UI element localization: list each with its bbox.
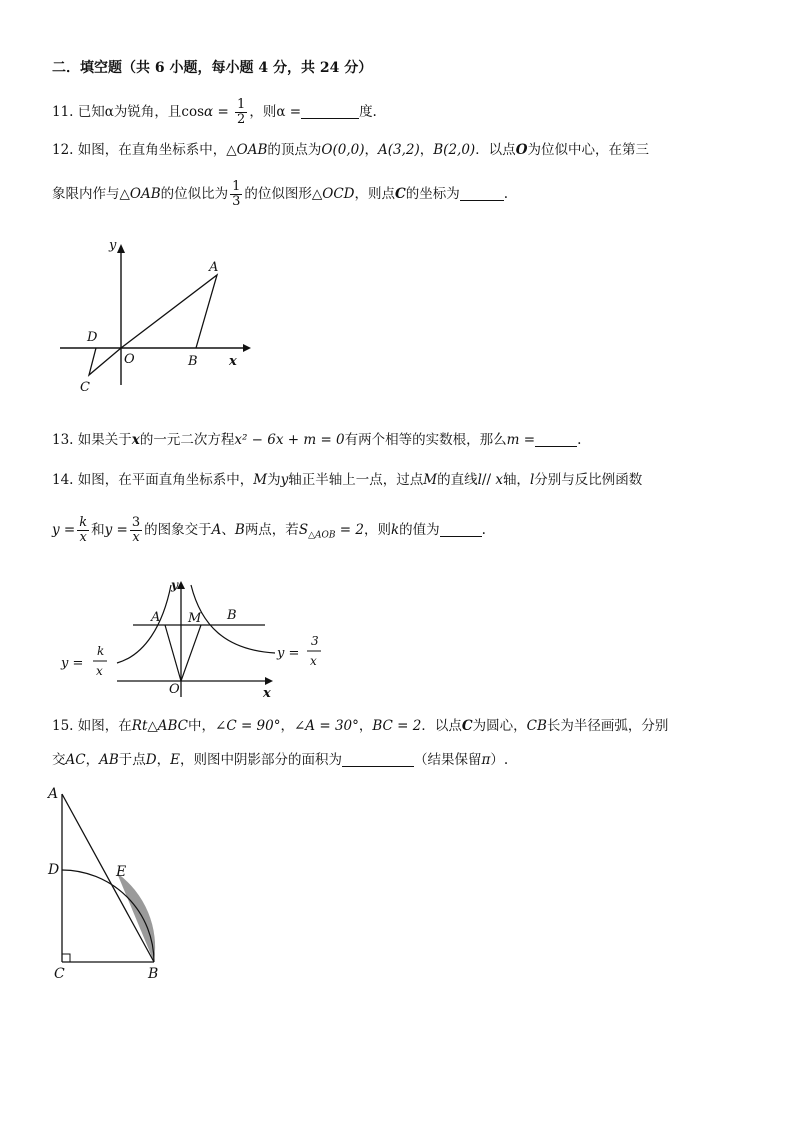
side-ab bbox=[62, 794, 154, 962]
left-formula-y: y = bbox=[61, 656, 84, 671]
fraction-3-over-x: $\frac{3}{x}$ bbox=[131, 515, 141, 545]
section-title: 二．填空题（共 6 小题，每小题 4 分，共 24 分） bbox=[52, 60, 373, 76]
shaded-region bbox=[117, 873, 155, 962]
answer-blank-11[interactable] bbox=[301, 104, 359, 119]
triangle-oab bbox=[121, 275, 217, 348]
answer-blank-12[interactable] bbox=[460, 186, 504, 201]
label-d: D bbox=[48, 862, 60, 878]
label-o: O bbox=[124, 352, 135, 367]
label-o: O bbox=[169, 682, 180, 697]
label-b: B bbox=[227, 608, 237, 623]
x-axis-arrow bbox=[243, 344, 251, 352]
right-formula-x: x bbox=[310, 654, 317, 668]
answer-blank-14[interactable] bbox=[440, 522, 482, 537]
label-a: A bbox=[209, 260, 219, 275]
label-e: E bbox=[116, 864, 127, 880]
fraction-one-half: $\frac{1}{2}$ bbox=[237, 97, 246, 127]
label-d: D bbox=[87, 330, 98, 345]
right-angle-mark bbox=[62, 954, 70, 962]
label-x: x bbox=[263, 686, 271, 701]
question-14-line-1: 14. 如图，在平面直角坐标系中，M为y轴正半轴上一点，过点M的直线l// x轴，l分别与反比例函数 bbox=[52, 472, 643, 488]
figure-14-reciprocal-functions bbox=[55, 575, 345, 705]
x-axis-arrow bbox=[265, 677, 273, 685]
left-formula-k: k bbox=[97, 644, 105, 658]
right-formula-3: 3 bbox=[311, 634, 319, 648]
question-15-line-1: 15. 如图，在Rt△ABC中，∠C = 90°，∠A = 30°，BC = 2．以点C为圆心，CB长为半径画弧，分别 bbox=[52, 718, 669, 734]
label-b: B bbox=[188, 354, 198, 369]
triangle-ocd bbox=[89, 348, 121, 375]
y-axis-arrow bbox=[177, 581, 185, 589]
triangle-aob bbox=[165, 625, 201, 681]
answer-blank-15[interactable] bbox=[342, 752, 414, 767]
right-formula-y: y = bbox=[277, 646, 300, 661]
label-x: x bbox=[229, 354, 237, 369]
question-15-line-2: 交AC，AB于点D，E，则图中阴影部分的面积为 （结果保留π）. bbox=[52, 752, 509, 768]
answer-blank-13[interactable] bbox=[535, 432, 577, 447]
label-a: A bbox=[151, 610, 161, 625]
label-m: M bbox=[188, 611, 202, 626]
y-axis-arrow bbox=[117, 244, 125, 253]
question-13: 13. 如果关于x的一元二次方程x² − 6x + m = 0有两个相等的实数根，那么m = . bbox=[52, 432, 582, 448]
figure-15-right-triangle bbox=[40, 782, 180, 982]
label-c: C bbox=[80, 380, 90, 395]
label-y: y bbox=[109, 238, 117, 253]
label-c: C bbox=[54, 966, 65, 982]
left-formula-x: x bbox=[96, 664, 103, 678]
fraction-one-third: $\frac{1}{3}$ bbox=[232, 179, 241, 209]
question-14-line-2: y = $\frac{k}{x}$ 和y = $\frac{3}{x}$ 的图象交于A、B两点，若$S_{\triangle AOB} = 2$，则k的值为 . bbox=[52, 515, 486, 545]
question-11: 11. 已知α为锐角，且cosα = $\frac{1}{2}$ ，则α = 度. bbox=[52, 97, 377, 127]
label-a: A bbox=[48, 786, 59, 802]
question-12-line-1: 12. 如图，在直角坐标系中，△OAB的顶点为O(0,0)，A(3,2)，B(2,0)．以点O为位似中心，在第三 bbox=[52, 142, 649, 158]
curve-y-k-over-x bbox=[117, 585, 171, 663]
label-b: B bbox=[148, 966, 159, 982]
label-y: y bbox=[171, 578, 178, 592]
figure-12-coordinate-plane bbox=[55, 235, 255, 400]
fraction-k-over-x: $\frac{k}{x}$ bbox=[79, 515, 88, 545]
question-12-line-2: 象限内作与△OAB的位似比为 $\frac{1}{3}$ 的位似图形△OCD，则点C的坐标为 . bbox=[52, 179, 509, 209]
